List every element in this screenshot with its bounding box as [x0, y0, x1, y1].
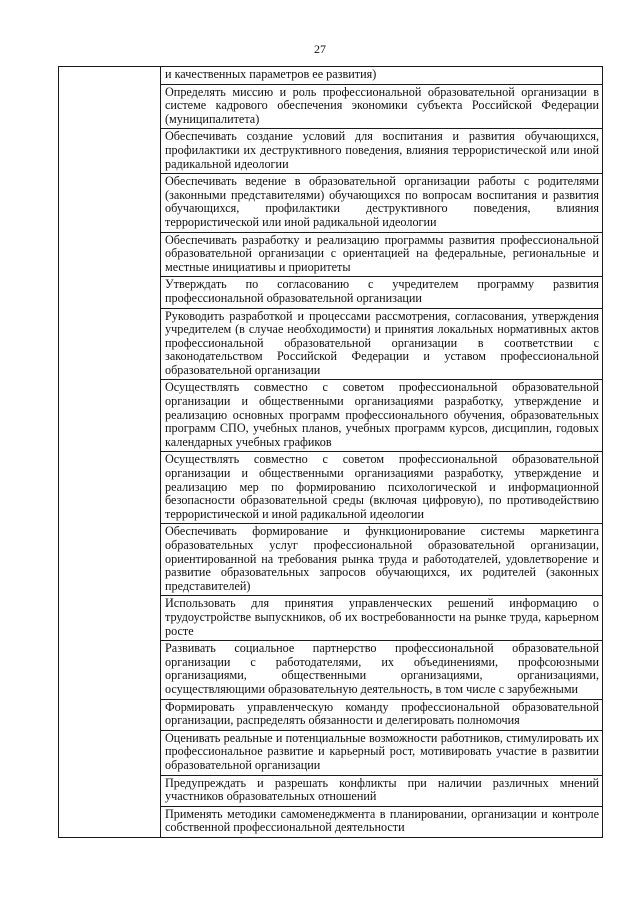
row-text: Применять методики самоменеджмента в планировании, организации и контроле собственной профессиональной деятельности [165, 806, 599, 835]
table-row [59, 67, 603, 85]
row-text: Осуществлять совместно с советом профессиональной образовательной организации и общественными организациями разработку, утверждение и реализацию мер по формированию психологической и информационной безопасности образовательной среды (включая цифровую), по противодействию террористической и иной радикальной идеологии [165, 452, 599, 521]
table-cell [161, 452, 603, 524]
left-column-cell [59, 67, 161, 838]
table-cell [161, 174, 603, 232]
row-text: Предупреждать и разрешать конфликты при наличии различных мнений участников образовательных отношений [165, 775, 599, 804]
table-cell [161, 641, 603, 699]
row-text: Обеспечивать ведение в образовательной организации работы с родителями (законными представителями) обучающихся по вопросам воспитания и развития обучающихся, профилактики деструктивного поведения, влияния террористической или иной радикальной идеологии [165, 174, 599, 229]
table-cell [161, 67, 603, 85]
row-text: и качественных параметров ее развития) [165, 67, 377, 81]
row-text: Определять миссию и роль профессиональной образовательной организации в системе кадрового обеспечения экономики субъекта Российской Федерации (муниципалитета) [165, 84, 599, 126]
table-cell [161, 806, 603, 837]
table-cell [161, 524, 603, 596]
table-cell [161, 730, 603, 775]
row-text: Обеспечивать создание условий для воспитания и развития обучающихся, профилактики их деструктивного поведения, влияния террористической или иной радикальной идеологии [165, 129, 599, 171]
row-text: Руководить разработкой и процессами рассмотрения, согласования, утверждения учредителем (в случае необходимости) и принятия локальных нормативных актов профессиональной образовательной организации в соответствии с законодательством Российской Федерации и уставом профессиональной образовательной организации [165, 308, 599, 377]
table-cell [161, 380, 603, 452]
table-cell [161, 232, 603, 277]
row-text: Осуществлять совместно с советом профессиональной образовательной организации и общественными организациями разработку, утверждение и реализацию основных программ профессионального обучения, образовательных программ СПО, учебных планов, учебных программ курсов, дисциплин, годовых календарных учебных графиков [165, 380, 599, 449]
table-cell [161, 699, 603, 730]
table-cell [161, 308, 603, 380]
row-text: Развивать социальное партнерство профессиональной образовательной организации с работодателями, их объединениями, профсоюзными организациями, общественными организациями, организациями, осуществляющими образовательную деятельность, в том числе с зарубежными [165, 641, 599, 696]
row-text: Формировать управленческую команду профессиональной образовательной организации, распределять обязанности и делегировать полномочия [165, 699, 599, 728]
row-text: Утверждать по согласованию с учредителем программу развития профессиональной образовательной организации [165, 277, 599, 305]
table-cell [161, 277, 603, 308]
row-text: Использовать для принятия управленческих решений информацию о трудоустройстве выпускников, об их востребованности на рынке труда, карьерном росте [165, 596, 599, 638]
row-text: Оценивать реальные и потенциальные возможности работников, стимулировать их профессиональное развитие и карьерный рост, мотивировать участие в развитии образовательной организации [165, 730, 599, 772]
row-text: Обеспечивать формирование и функционирование системы маркетинга образовательных услуг профессиональной образовательной организации, ориентированной на требования рынка труда и работодателей, удовлетворение и развитие образовательных запросов обучающихся, их родителей (законных представителей) [165, 524, 599, 593]
table-cell [161, 129, 603, 174]
table-cell [161, 775, 603, 806]
table-cell [161, 596, 603, 641]
table-cell [161, 84, 603, 129]
requirements-table [58, 66, 603, 838]
page-number: 27 [314, 42, 326, 56]
row-text: Обеспечивать разработку и реализацию программы развития профессиональной образовательной организации с ориентацией на федеральные, региональные и местные инициативы и приоритеты [165, 232, 599, 274]
